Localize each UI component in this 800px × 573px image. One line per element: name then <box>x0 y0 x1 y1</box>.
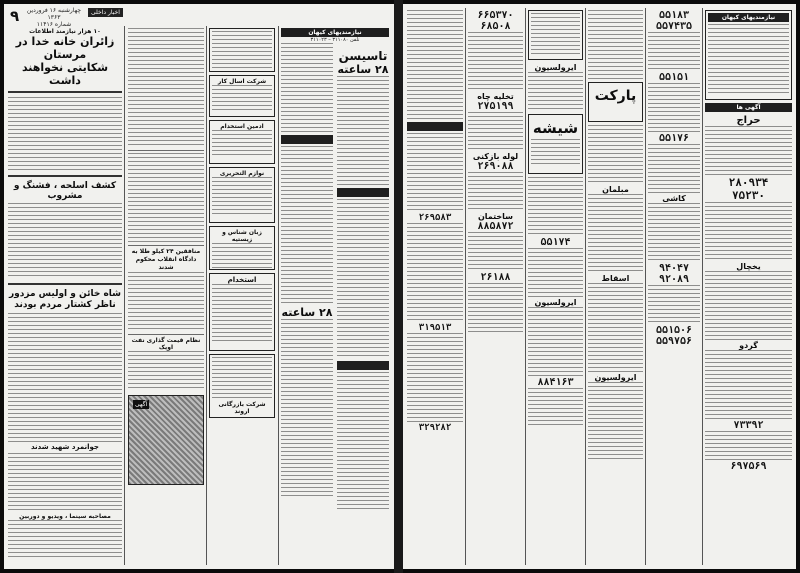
divider <box>128 150 204 151</box>
classified-text <box>705 431 792 461</box>
classified-text <box>588 10 643 80</box>
article-body <box>8 203 122 279</box>
right-page <box>403 4 796 569</box>
masthead-box-title: نیازمندیهای کیهان <box>708 13 789 22</box>
ad-body <box>212 177 272 217</box>
column-rule <box>465 8 466 565</box>
classified-text <box>337 199 389 359</box>
ad-isolation-3: ایرولسیون <box>594 373 637 382</box>
headline-weapons: کشف اسلحه ، فشنگ و مشروب <box>13 181 117 201</box>
ad-body <box>212 357 272 401</box>
issue-date-line: چهارشنبه ۱۶ فروردین ۱۳۶۳ <box>26 7 82 21</box>
ad-auction: حراج <box>736 115 761 126</box>
divider <box>8 175 122 177</box>
classified-col-r4 <box>588 10 643 567</box>
main-headline-2: شکایتی نخواهند داشت <box>21 61 109 87</box>
classified-text <box>705 126 792 176</box>
ad-title: استخدام <box>227 276 257 284</box>
ad-fridge: یخچال <box>736 262 761 271</box>
classified-text <box>648 285 700 325</box>
classified-text <box>468 32 523 92</box>
article-body <box>128 351 204 391</box>
ad-title: زبان شناس و زیستیه <box>222 229 262 243</box>
classified-text <box>281 146 333 306</box>
phone-number: ۹۲۰۸۹ <box>658 274 690 285</box>
classified-header: نیازمندیهای کیهان <box>281 28 389 37</box>
classified-col-r3 <box>528 10 583 567</box>
classified-grid <box>281 43 389 543</box>
ad-scrap: اسقاط <box>601 274 630 283</box>
phone-number: ۲۶۹۵۸۳ <box>418 213 452 223</box>
masthead-box-body <box>708 24 789 96</box>
classified-text <box>407 333 463 423</box>
big-ad-24h-2: ۲۸ ساعته <box>281 306 333 319</box>
ad-building: ساختمان <box>477 212 514 221</box>
ad-septic: تخلیه چاه <box>477 92 514 101</box>
classified-col-r5 <box>648 10 700 567</box>
news-column-1 <box>8 28 122 567</box>
article-body <box>8 520 122 560</box>
ad-furniture: مبلمان <box>602 185 629 194</box>
classified-text <box>337 76 389 186</box>
phone-number: ۸۸۵۸۷۲ <box>477 221 514 232</box>
phone-number: ۵۵۹۷۵۶ <box>655 336 693 347</box>
phone-number: ۵۵۱۵۱ <box>658 72 690 83</box>
classified-text <box>528 177 583 237</box>
classified-text <box>528 307 583 377</box>
headline-opec: نظام قیمت گذاری نفت اوپک <box>131 337 201 351</box>
ad-walnut: گردو <box>739 341 758 350</box>
classified-text <box>337 372 389 512</box>
article-body <box>128 153 204 243</box>
issue-date <box>26 7 82 28</box>
classified-text <box>705 350 792 420</box>
classified-text <box>588 125 643 185</box>
left-page <box>4 4 394 569</box>
kicker: ۱۰ هزار نیازمند اطلاعات <box>29 28 101 35</box>
article-body <box>128 28 204 148</box>
classified-text <box>705 202 792 262</box>
phone-number: ۶۸۵۰۸ <box>480 21 511 32</box>
column-rule <box>206 26 207 565</box>
ad-body <box>212 85 272 111</box>
classified-col-a <box>281 43 333 543</box>
phone-number: ۲۶۹۰۸۸ <box>477 161 514 172</box>
main-headline: زائران خانه خدا در مرستان <box>15 35 115 61</box>
phone-number: ۳۲۹۲۸۲ <box>418 423 452 433</box>
phone-number: ۶۹۷۵۶۹ <box>730 461 767 472</box>
phone-number: ۵۵۱۷۴ <box>540 237 571 248</box>
divider <box>8 283 122 285</box>
article-body <box>8 97 122 171</box>
classified-text <box>407 223 463 323</box>
phone-number: ۵۵۱۸۳ <box>658 10 690 21</box>
classified-phone: تلفن ۳۱۱۰۸۰ – ۳۱۱۰۲۳ <box>310 37 360 43</box>
classified-text <box>281 43 333 133</box>
photo-caption: آگهی <box>135 401 148 408</box>
classified-text <box>648 32 700 72</box>
big-ad-24h: ۲۸ ساعته <box>337 63 389 76</box>
ad-box-employment <box>209 273 275 351</box>
ad-pipe: لوله بازکنی <box>472 152 519 161</box>
classified-text <box>468 283 523 333</box>
column-rule <box>585 8 586 565</box>
phone-number: ۹۴۰۴۷ <box>658 263 690 274</box>
issue-number-line: شماره ۱۱۴۱۶ <box>36 21 72 28</box>
ad-photo <box>128 395 204 485</box>
classified-text <box>588 194 643 274</box>
classified-text <box>407 10 463 120</box>
ad-box-stationery <box>209 167 275 223</box>
ad-glass-box <box>528 114 583 174</box>
ad-box-arvand <box>209 354 275 418</box>
divider <box>8 91 122 93</box>
ad-body <box>212 243 272 271</box>
ad-tile: کاشی <box>662 194 686 203</box>
ad-parquet-box <box>588 82 643 122</box>
ad-title: شرکت اسال کار <box>217 78 267 85</box>
classified-col-b <box>337 43 389 543</box>
ad-title: ادمین استخدام <box>220 123 264 130</box>
classified-text <box>468 172 523 212</box>
column-rule <box>702 8 703 565</box>
classified-text <box>588 283 643 373</box>
article-body <box>8 313 122 443</box>
ad-glass: شیشه <box>532 119 579 137</box>
phone-number: ۸۸۴۱۶۳ <box>537 377 574 388</box>
phone-number: ۷۳۳۹۲ <box>733 420 764 431</box>
ad-isolation: ایرولسیون <box>534 63 577 72</box>
classified-col-r1 <box>407 10 463 567</box>
section-tag: اخبار داخلی <box>88 8 123 17</box>
headline-martyr: جوانمرد شهید شدند <box>31 443 99 451</box>
big-ad-tasisn: تاسیسن <box>338 49 388 63</box>
ad-column-3 <box>209 28 275 567</box>
ad-box <box>528 10 583 60</box>
classified-text <box>588 382 643 462</box>
article-body <box>8 453 122 513</box>
phone-number: ۷۵۲۳۰ <box>731 189 766 202</box>
phone-number: ۵۵۱۷۶ <box>658 133 690 144</box>
phone-number: ۲۸۰۹۳۴ <box>728 176 769 189</box>
ad-box <box>209 28 275 72</box>
ad-title: نوازم التحریری <box>219 170 265 177</box>
classified-text <box>705 271 792 341</box>
classified-col-r6 <box>705 10 792 567</box>
classified-text <box>468 112 523 152</box>
ad-isolation-2: ایرولسیون <box>534 298 577 307</box>
classified-text <box>648 144 700 194</box>
divider <box>128 334 204 335</box>
headline-interview: مصاحبه سینما ، ویدیو و دوربین <box>19 513 111 520</box>
ad-body <box>531 139 580 167</box>
masthead-box <box>705 10 792 100</box>
headline-shah: شاه خائن و اولیس مزدور <box>8 289 122 299</box>
ad-body <box>212 130 272 158</box>
news-column-2 <box>128 28 204 567</box>
divider <box>128 245 204 246</box>
column-rule <box>278 26 279 565</box>
phone-number: ۲۶۱۸۸ <box>480 272 511 283</box>
classified-columns <box>281 28 389 567</box>
ad-title: شرکت بازرگانی اروند <box>218 401 266 415</box>
classified-text <box>648 83 700 133</box>
classified-text <box>528 248 583 298</box>
classified-text <box>468 232 523 272</box>
classified-text <box>528 388 583 428</box>
column-rule <box>645 8 646 565</box>
phone-number: ۳۱۹۵۱۳ <box>418 323 452 333</box>
phone-number: ۲۷۵۱۹۹ <box>477 101 514 112</box>
ad-parquet: پارکت <box>594 88 637 104</box>
ad-box-language <box>209 226 275 270</box>
phone-number: ۵۵۷۴۳۵ <box>655 21 693 32</box>
ad-box-company <box>209 75 275 117</box>
article-body <box>128 272 204 332</box>
classified-text <box>528 72 583 112</box>
classified-text <box>648 203 700 263</box>
classified-category <box>407 122 463 131</box>
column-rule <box>525 8 526 565</box>
ad-body <box>212 284 272 344</box>
column-rule <box>124 26 125 565</box>
phone-number: ۶۶۵۳۷۰ <box>477 10 514 21</box>
classified-category <box>281 135 333 144</box>
headline-shah-2: ناظر کشتار مردم بودند <box>14 300 116 310</box>
section-tag: آگهی ها <box>705 103 792 112</box>
classified-category <box>337 361 389 370</box>
phone-number: ۵۵۱۵۰۶ <box>655 325 693 336</box>
classified-col-r2 <box>468 10 523 567</box>
headline-hypocrites: منافقین ۲۴ کیلو طلا به دادگاه انقلاب محکوم شدند <box>131 248 201 271</box>
classified-text <box>407 133 463 213</box>
classified-category <box>337 188 389 197</box>
binding-gutter <box>394 0 403 573</box>
classified-text <box>281 319 333 499</box>
ad-box-hiring <box>209 120 275 164</box>
page-number: ۹ <box>10 7 20 25</box>
